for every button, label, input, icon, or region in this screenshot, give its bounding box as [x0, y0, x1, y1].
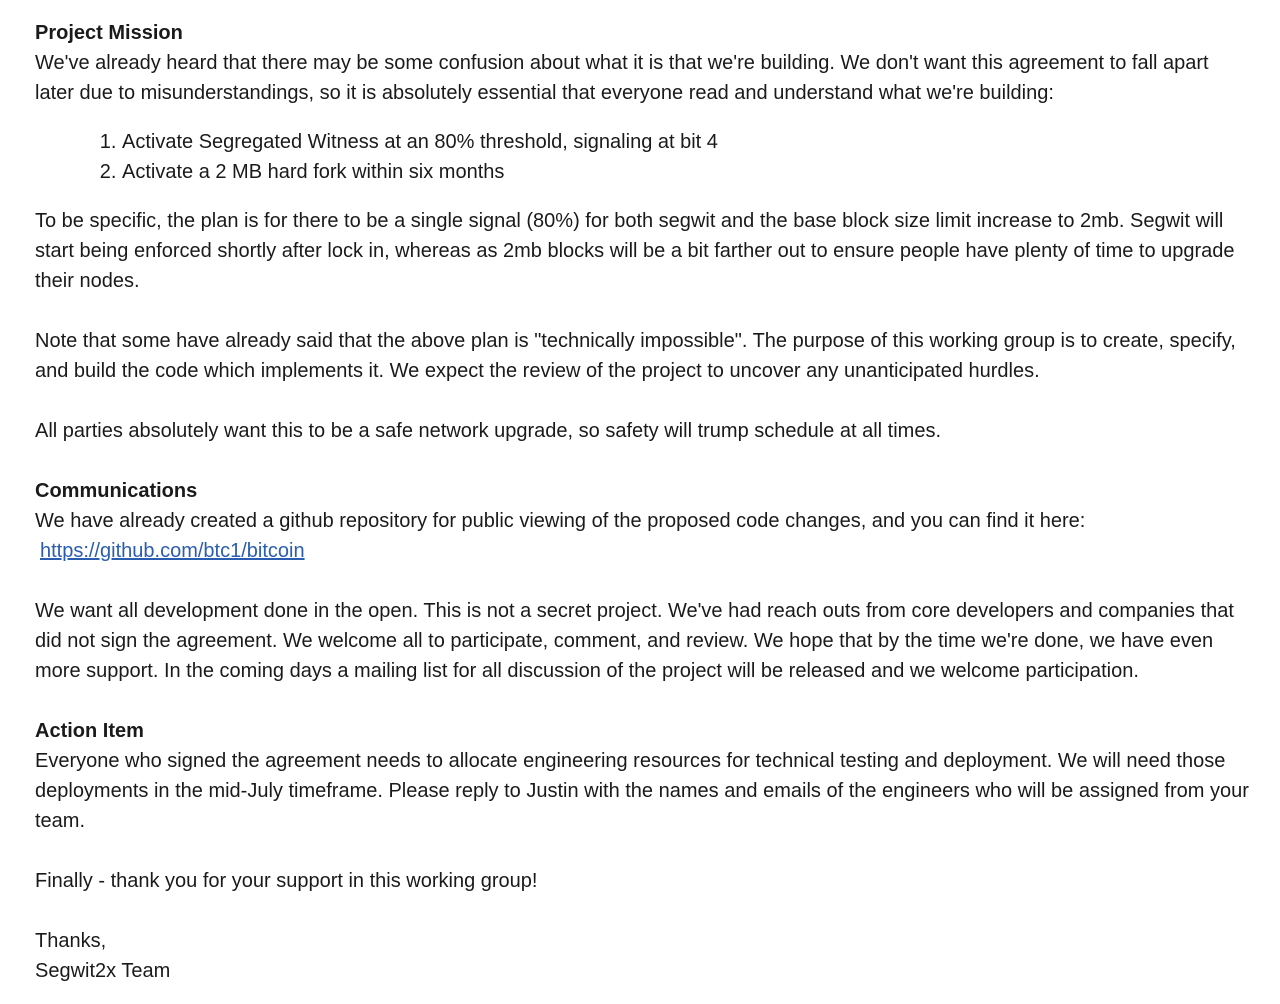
spacer — [35, 386, 1250, 416]
spacer — [35, 566, 1250, 596]
technical-note-paragraph: Note that some have already said that the above plan is "technically impossible". The purpose of this working group is to create, specify, and build the code which implements it. We expect the review of the project to uncover any unanticipated hurdles. — [35, 330, 1236, 382]
mission-goals-list — [35, 127, 1250, 187]
list-item: 1. Activate Segregated Witness at an 80% threshold, signaling at bit 4 — [122, 127, 1250, 157]
spacer — [35, 446, 1250, 476]
signature-thanks: Thanks, — [35, 930, 107, 952]
signature-team-name: Segwit2x Team — [35, 960, 171, 982]
action-item-paragraph: Everyone who signed the agreement needs to allocate engineering resources for technical testing and deployment. We will need those deployments in the mid-July timeframe. Please reply to Justin with the names and emails of the engineers who will be assigned from your team. — [35, 750, 1249, 832]
spacer — [35, 296, 1250, 326]
safety-paragraph: All parties absolutely want this to be a safe network upgrade, so safety will trump schedule at all times. — [35, 420, 942, 442]
section-heading-action-item: Action Item — [35, 720, 144, 742]
github-repository-link[interactable]: https://github.com/btc1/bitcoin — [40, 540, 305, 562]
mission-intro-paragraph: We've already heard that there may be some confusion about what it is that we're building. We don't want this agreement to fall apart later due to misunderstandings, so it is absolutely essential that everyone read and understand what we're building: — [35, 52, 1209, 104]
spacer — [35, 896, 1250, 926]
spacer — [35, 686, 1250, 716]
section-heading-project-mission: Project Mission — [35, 22, 183, 44]
repository-link-line — [35, 536, 1250, 566]
closing-paragraph: Finally - thank you for your support in this working group! — [35, 870, 538, 892]
section-heading-communications: Communications — [35, 480, 198, 502]
open-development-paragraph: We want all development done in the open. This is not a secret project. We've had reach outs from core developers and companies that did not sign the agreement. We welcome all to participate, comment, and review. We hope that by the time we're done, we have even more support. In the coming days a mailing list for all discussion of the project will be released and we welcome participation. — [35, 600, 1234, 682]
repository-intro-paragraph: We have already created a github repository for public viewing of the proposed code changes, and you can find it here: — [35, 510, 1086, 532]
spacer — [35, 836, 1250, 866]
list-item: 2. Activate a 2 MB hard fork within six months — [122, 157, 1250, 187]
plan-specifics-paragraph: To be specific, the plan is for there to be a single signal (80%) for both segwit and the base block size limit increase to 2mb. Segwit will start being enforced shortly after lock in, whereas as 2mb blocks will be a bit farther out to ensure people have plenty of time to upgrade their nodes. — [35, 210, 1235, 292]
